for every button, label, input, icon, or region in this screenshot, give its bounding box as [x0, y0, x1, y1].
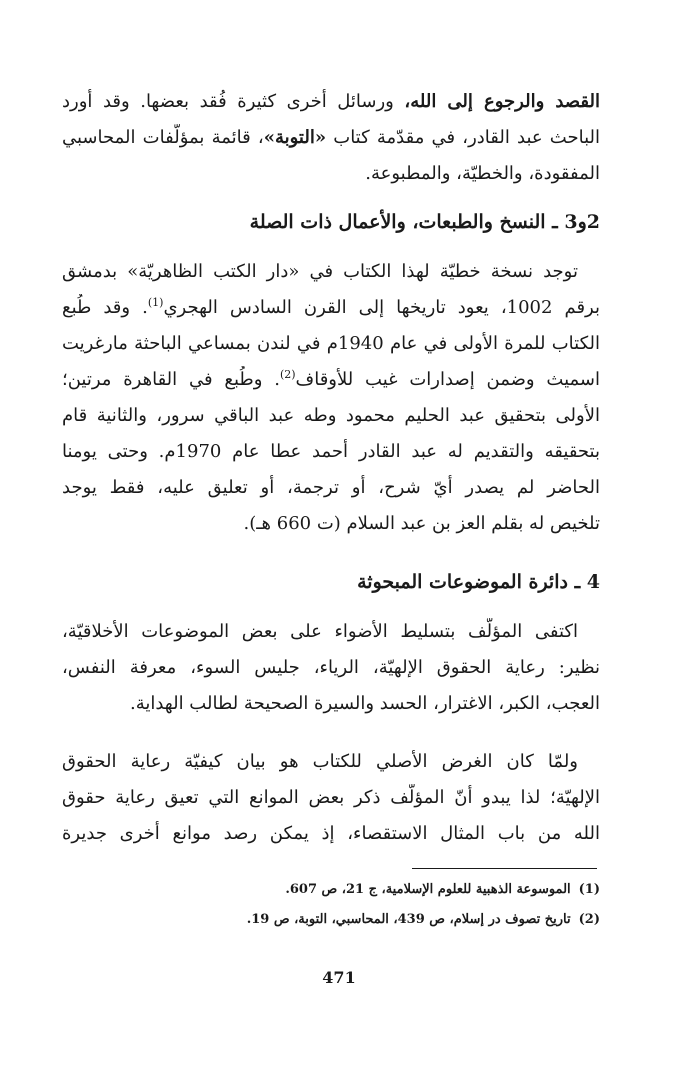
bold-phrase: «التوبة» — [263, 127, 327, 148]
paragraph-line: ولمّا كان الغرض الأصلي للكتاب هو بيان كيفيّة رعاية الحقوق — [62, 751, 578, 772]
paragraph-line: تلخيص له بقلم العز بن عبد السلام (ت 660 هـ). — [243, 513, 600, 534]
paragraph-line: بتحقيقه والتقديم له عبد القادر أحمد عطا عام 1970م. وحتى يومنا — [62, 441, 600, 462]
text-run: اسميث وضمن إصدارات غيب للأوقاف — [295, 369, 600, 390]
section-heading: 4 ـ دائرة الموضوعات المبحوثة — [357, 571, 600, 593]
footnote-number: (1) — [578, 882, 600, 897]
text-run: ، قائمة بمؤلّفات المحاسبي — [62, 127, 264, 148]
footnote-number: (2) — [578, 912, 600, 927]
section-heading: 2و3 ـ النسخ والطبعات، والأعمال ذات الصلة — [249, 211, 600, 233]
paragraph-line: الله من باب المثال الاستقصاء، إذ يمكن رصد موانع أخرى جديرة — [62, 823, 600, 844]
paragraph-line: الكتاب للمرة الأولى في عام 1940م في لندن بمساعي الباحثة مارغريت — [62, 333, 600, 354]
paragraph-line: الإلهيّة؛ لذا يبدو أنّ المؤلّف ذكر بعض الموانع التي تعيق رعاية حقوق — [62, 787, 600, 808]
paragraph-line — [62, 88, 600, 118]
footnote-text: الموسوعة الذهبية للعلوم الإسلامية، ج 21، ص 607. — [285, 882, 571, 897]
footnote-text: تاريخ تصوف در إسلام، ص 439، المحاسبي، التوبة، ص 19. — [246, 912, 571, 927]
paragraph-line: اكتفى المؤلّف بتسليط الأضواء على بعض الموضوعات الأخلاقيّة، — [62, 621, 578, 642]
page-number: 471 — [322, 968, 356, 987]
paragraph-line: الحاضر لم يصدر أيّ شرح، أو ترجمة، أو تعليق عليه، فقط يوجد — [62, 477, 600, 498]
footnote-ref[interactable]: (1) — [147, 296, 164, 309]
text-run: الباحث عبد القادر، في مقدّمة كتاب — [326, 127, 600, 148]
paragraph-line: الأولى بتحقيق عبد الحليم محمود وطه عبد الباقي سرور، والثانية قام — [62, 405, 600, 426]
text-run: ورسائل أخرى كثيرة فُقد بعضها. وقد أورد — [62, 91, 405, 112]
bold-phrase: القصد والرجوع إلى الله، — [404, 91, 600, 112]
footnote — [62, 880, 600, 900]
footnote-ref[interactable]: (2) — [279, 368, 296, 381]
paragraph-line: توجد نسخة خطيّة لهذا الكتاب في «دار الكتب الظاهريّة» بدمشق — [62, 261, 578, 282]
paragraph-line — [62, 294, 600, 324]
footnote-separator — [412, 868, 597, 869]
text-run: . وقد طُبع — [62, 297, 148, 318]
paragraph-line — [62, 124, 600, 154]
paragraph-line — [62, 366, 600, 396]
paragraph-line: العجب، الكبر، الاغترار، الحسد والسيرة الصحيحة لطالب الهداية. — [129, 693, 600, 714]
footnote — [62, 910, 600, 930]
paragraph-line: المفقودة، والخطيّة، والمطبوعة. — [365, 163, 600, 184]
paragraph-line: نظير: رعاية الحقوق الإلهيّة، الرياء، جليس السوء، معرفة النفس، — [62, 657, 600, 678]
text-run: . وطُبع في القاهرة مرتين؛ — [62, 369, 280, 390]
text-run: برقم 1002، يعود تاريخها إلى القرن السادس الهجري — [163, 297, 600, 318]
